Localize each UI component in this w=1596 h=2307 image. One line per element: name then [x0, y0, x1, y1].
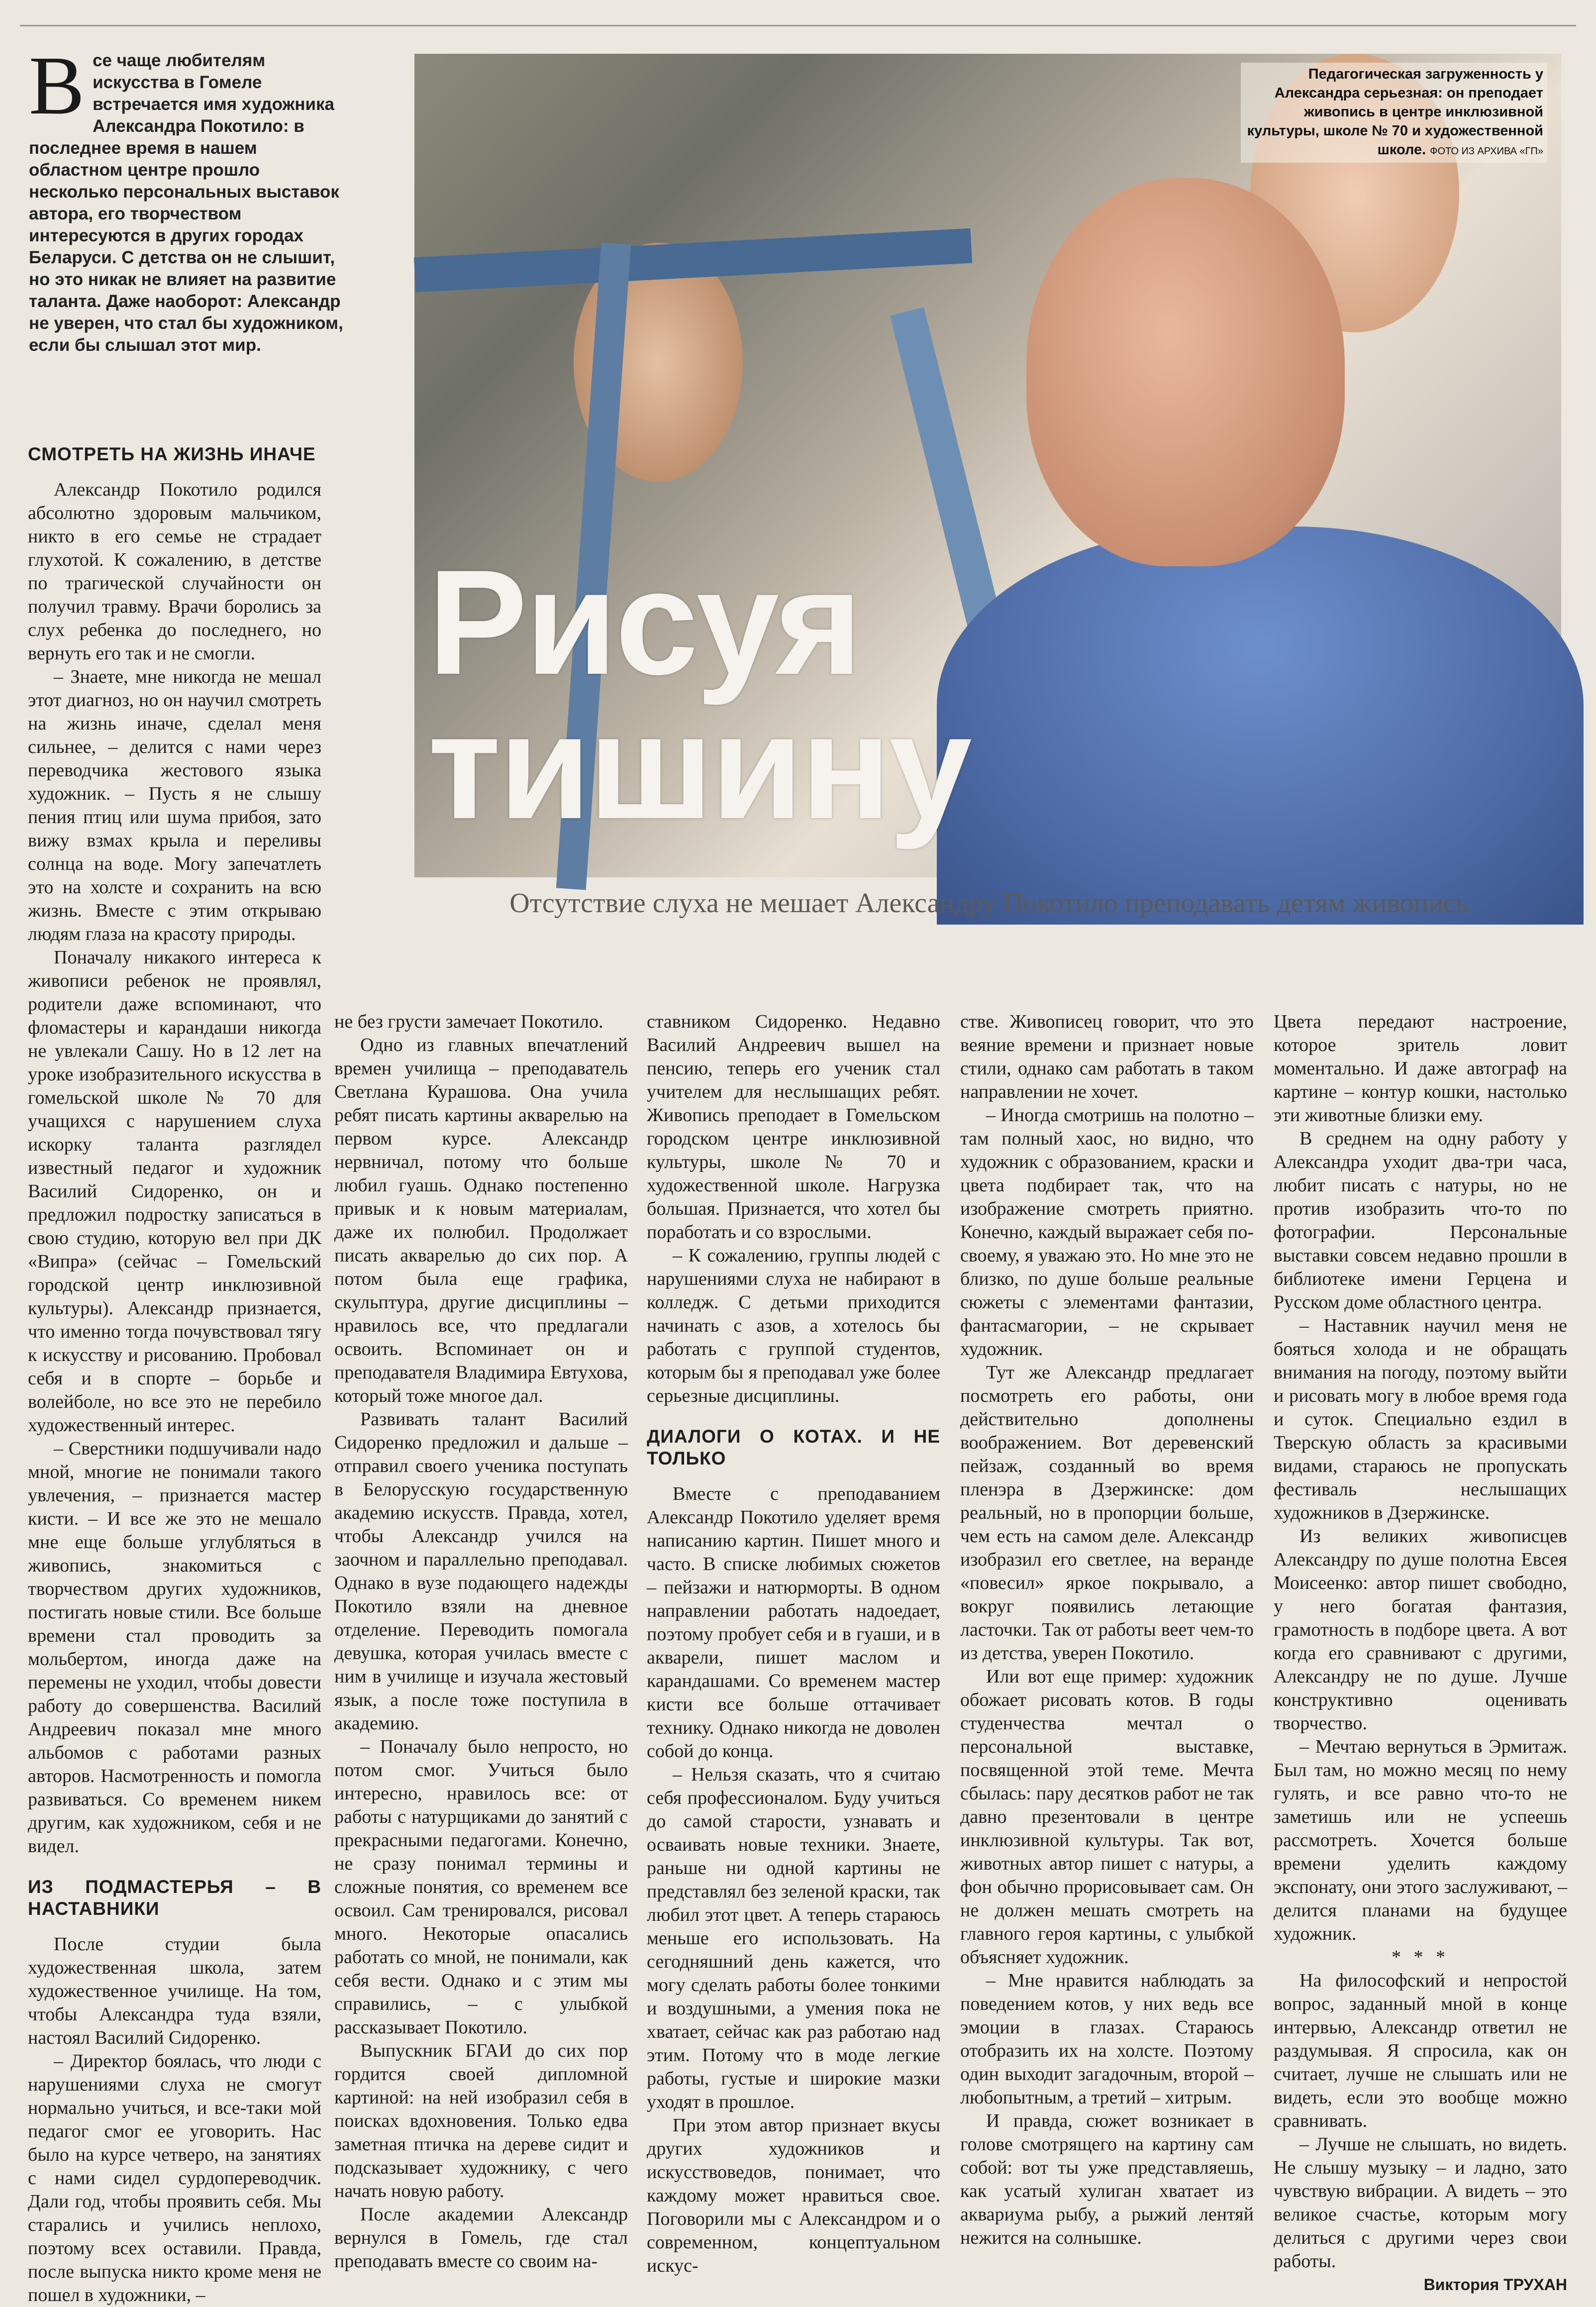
paragraph: ставником Сидоренко. Недавно Василий Андреевич вышел на пенсию, теперь его ученик стал учителем для неслышащих ребят. Живопись преподает в Гомельском городском центре инклюзивной культуры, школе № 70 и художественной школе. Нагрузка большая. Признается, что хотел бы поработать и со взрослыми. [647, 1011, 940, 1243]
paragraph: Тут же Александр предлагает посмотреть его работы, они действительно дополнены воображением. Вот деревенский пейзаж, созданный во время пленэра в Дзержинске: дом реальный, но в пропорции больше, чем есть на самом деле. Александр изобразил его светлее, на веранде «повесил» яркое покрывало, а вокруг появились летающие ласточки. Так от работы веет чем-то из детства, уверен Покотило. [960, 1362, 1254, 1664]
paragraph: Вместе с преподаванием Александр Покотило уделяет время написанию картин. Пишет много и часто. В списке любимых сюжетов – пейзажи и натюрморты. В одном направлении работать надоедает, поэтому пробует себя и в гуаши, и в акварели, пишет маслом и карандашами. Со временем мастер кисти все больше оттачивает технику. Однако никогда не доволен собой до конца. [647, 1483, 940, 1762]
paragraph: Из великих живописцев Александру по душе полотна Евсея Моисеенко: автор пишет свободно, у него богатая фантазия, грамотность в подборе цвета. А вот когда его сравнивают с другими, Александру не по душе. Лучше конструктивно оценивать творчество. [1274, 1526, 1567, 1734]
section-heading: СМОТРЕТЬ НА ЖИЗНЬ ИНАЧЕ [28, 444, 316, 464]
paragraph: На философский и непростой вопрос, заданный мной в конце интервью, Александр ответил не раздумывая. Я спросила, как он считает, лучше не слышать или не видеть, если это вообще можно сравнивать. [1274, 1970, 1567, 2131]
paragraph: – Сверстники подшучивали надо мной, многие не понимали такого увлечения, – признается мастер кисти. – И все же это не мешало мне еще больше углубляться в живопись, знакомиться с творчеством других художников, постигать новые стили. Все больше времени стал проводить за мольбертом, иногда даже на перемены не уходил, чтобы довести работу до совершенства. Василий Андреевич показал мне много альбомов с работами разных авторов. Насмотренность и помогла развиваться. Со временем никем другим, как художником, себя и не видел. [28, 1438, 321, 1857]
headline [428, 538, 970, 850]
photo-caption [1241, 63, 1547, 163]
caption-text: Педагогическая загруженность у Александра серьезная: он преподает живопись в центре инклюзивной культуры, школе № 70 и художественной школе. [1247, 66, 1543, 158]
paragraph: – Поначалу было непросто, но потом смог. Учиться было интересно, нравилось все: от работы с натурщиками до занятий с прекрасными педагогами. Конечно, не сразу понимал термины и сложные понятия, со временем все освоил. Сам тренировался, рисовал много. Некоторые опасались работать со мной, не понимали, как себя вести. Однако и с этим мы справились, – с улыбкой рассказывает Покотило. [334, 1736, 628, 2038]
column-2 [334, 1010, 628, 2272]
paragraph: И правда, сюжет возникает в голове смотрящего на картину сам собой: вот ты уже представляешь, как усатый хулиган хватает из аквариума рыбу, а рыжий лентяй нежится на солнышке. [960, 2110, 1254, 2248]
paragraph: После академии Александр вернулся в Гомель, где стал преподавать вместе со своим на- [334, 2204, 628, 2272]
paragraph: Выпускник БГАИ до сих пор гордится своей дипломной картиной: на ней изобразил себя в поисках вдохновения. Только едва заметная птичка на дереве сидит и подсказывает художнику, с чего начать новую работу. [334, 2040, 628, 2202]
section-heading: ДИАЛОГИ О КОТАХ. И НЕ ТОЛЬКО [647, 1426, 940, 1468]
paragraph: Или вот еще пример: художник обожает рисовать котов. В годы студенчества мечтал о персональной выставке, посвященной этой теме. Мечта сбылась: пару десятков работ не так давно презентовали в центре инклюзивной культуры. Так вот, животных автор пишет с натуры, а фон обычно прорисовывает сам. Он не должен мешать смотреть на главного героя картины, с улыбкой объясняет художник. [960, 1666, 1254, 1968]
paragraph: После студии была художественная школа, затем художественное училище. На том, чтобы Александра туда взяли, настоял Василий Сидоренко. [28, 1934, 321, 2048]
paragraph: Поначалу никакого интереса к живописи ребенок не проявлял, родители даже вспоминают, что фломастеры и карандаши никогда не увлекали Сашу. Но в 12 лет на уроке изобразительного искусства в гомельской школе № 70 для учащихся с нарушением слуха искорку таланта разглядел известный педагог и художник Василий Сидоренко, он и предложил подростку записаться в свою студию, которую вел при ДК «Випра» (сейчас – Гомельский городской центр инклюзивной культуры). Александр признается, что именно тогда почувствовал тягу к искусству и рисованию. Пробовал себя и в спорте – борьбе и волейболе, но все это не перебило художественный интерес. [28, 947, 321, 1436]
artist-shirt [937, 526, 1584, 925]
author-byline: Виктория ТРУХАН [1423, 2276, 1567, 2294]
paragraph: – К сожалению, группы людей с нарушениями слуха не набирают в колледж. С детьми приходится начинать с азов, а хотелось бы работать с группой студентов, которым бы я преподавал уже более серьезные дисциплины. [647, 1245, 940, 1406]
column-5 [1274, 1010, 1567, 2294]
paragraph: не без грусти замечает Покотило. [334, 1011, 603, 1032]
lead-text: се чаще любителям искусства в Гомеле встречается имя художника Александра Покотило: в последнее время в нашем областном центре прошло несколько персональных выставок автора, его творчеством интересуются в других городах Беларуси. С детства он не слышит, но это никак не влияет на развитие таланта. Даже наоборот: Александр не уверен, что стал бы художником, если бы слышал этот мир. [29, 51, 343, 355]
paragraph: – Наставник научил меня не бояться холода и не обращать внимания на погоду, поэтому выйти и рисовать могу в любое время года и суток. Специально ездил в Тверскую область за красивыми видами, стараюсь не пропускать фестиваль неслышащих художников в Дзержинске. [1274, 1315, 1567, 1523]
paragraph: – Мне нравится наблюдать за поведением котов, у них ведь все эмоции в глазах. Стараюсь отобразить их на холсте. Поэтому один выходит загадочным, второй – любопытным, а третий – хитрым. [960, 1970, 1254, 2108]
paragraph: Александр Покотило родился абсолютно здоровым мальчиком, никто в его семье не страдает глухотой. К сожалению, в детстве по трагической случайности он получил травму. Врачи боролись за слух ребенка до последнего, но вернуть его так и не смогли. [28, 479, 321, 664]
paragraph: – Директор боялась, что люди с нарушениями слуха не смогут нормально учиться, и все-таки мой педагог смог ее уговорить. Нас было на курсе четверо, на занятиях с нами сидел сурдопереводчик. Дали год, чтобы проявить себя. Мы старались и учились неплохо, поэтому всех оставили. Правда, после выпуска никто кроме меня не пошел в художники, – [28, 2051, 321, 2306]
paragraph: – Лучше не слышать, но видеть. Не слышу музыку – и ладно, зато чувствую вибрации. А видеть – это великое счастье, которым могу делиться с другими через свои работы. [1274, 2134, 1567, 2272]
subheadline: Отсутствие слуха не мешает Александру Покотило преподавать детям живопись [509, 888, 1469, 919]
paragraph: Цвета передают настроение, которое зритель ловит моментально. И даже автограф на картине – контур кошки, настолько эти животные близки ему. [1274, 1011, 1567, 1126]
column-3 [647, 1010, 940, 2276]
paragraph: – Нельзя сказать, что я считаю себя профессионалом. Буду учиться до самой старости, узнавать и осваивать новые техники. Знаете, раньше ни одной картины не представлял без зеленой краски, так любил этот цвет. А теперь стараюсь меньше его использовать. На сегодняшний день кажется, что могу сделать работы более тонкими и воздушными, а умения пока не хватает, сейчас как раз работаю над этим. Потому что в моде легкие работы, густые и широкие мазки уходят в прошлое. [647, 1764, 940, 2112]
column-1 [28, 425, 321, 2306]
paragraph: – Знаете, мне никогда не мешал этот диагноз, но он научил смотреть на жизнь иначе, сделал меня сильнее, – делится с нами через переводчика жестового языка художник. – Пусть я не слышу пения птиц или шума прибоя, зато вижу взмах крыла и переливы солнца на воде. Могу запечатлеть это на холсте и сохранить на всю жизнь. Вместе с этим открываю людям глаза на красоту природы. [28, 666, 321, 944]
paragraph: стве. Живописец говорит, что это веяние времени и признает новые стили, однако сам работать в таком направлении не хочет. [960, 1011, 1254, 1102]
lead-paragraph [29, 39, 347, 356]
section-divider: * * * [1392, 1947, 1449, 1968]
paragraph: Развивать талант Василий Сидоренко предложил и дальше – отправил своего ученика поступать в Белорусскую государственную академию искусств. Правда, хотел, чтобы Александр учился на заочном и параллельно преподавал. Однако в вузе подающего надежды Покотило взяли на дневное отделение. Переводить помогала девушка, которая училась вместе с ним в училище и изучала жестовый язык, а после тоже поступила в академию. [334, 1409, 628, 1734]
drop-cap: В [29, 39, 85, 132]
paragraph: При этом автор признает вкусы других художников и искусствоведов, понимает, что каждому может нравиться свое. Поговорили мы с Александром и о современном, концептуальном искус- [647, 2115, 940, 2276]
section-heading: ИЗ ПОДМАСТЕРЬЯ – В НАСТАВНИКИ [28, 1877, 321, 1919]
paragraph: В среднем на одну работу у Александра уходит два-три часа, любит писать с натуры, но не против изобразить что-то по фотографии. Персональные выставки совсем недавно прошли в библиотеке имени Герцена и Русском доме областного центра. [1274, 1128, 1567, 1313]
top-rule [20, 25, 1576, 26]
headline-line-1: Рисуя [428, 538, 861, 706]
photo-credit: ФОТО ИЗ АРХИВА «ГП» [1430, 146, 1543, 157]
paragraph: – Мечтаю вернуться в Эрмитаж. Был там, но можно месяц по нему гулять, и все равно что-то не заметишь или не успеешь рассмотреть. Хочется больше времени уделить каждому экспонату, они этого заслуживают, – делится планами на будущее художник. [1274, 1736, 1567, 1944]
paragraph: Одно из главных впечатлений времен училища – преподаватель Светлана Курашова. Она учила ребят писать картины акварелью на первом курсе. Александр нервничал, потому что больше любил гуашь. Однако постепенно привык и к новым материалам, даже их полюбил. Продолжает писать акварелью до сих пор. А потом была еще графика, скульптура, другие дисциплины – нравилось все, что предлагали освоить. Вспоминает он и преподавателя Владимира Евтухова, который тоже многое дал. [334, 1035, 628, 1406]
headline-line-2: тишину [428, 683, 970, 850]
artist-head [1026, 178, 1345, 566]
paragraph: – Иногда смотришь на полотно – там полный хаос, но видно, что художник с образованием, краски и цвета подбирает так, что на изображение смотреть приятно. Конечно, каждый выражает себя по-своему, я уважаю это. Но мне это не близко, по душе больше реальные сюжеты с элементами фантазии, фантасмагории, – не скрывает художник. [960, 1105, 1254, 1360]
column-4 [960, 1010, 1254, 2248]
